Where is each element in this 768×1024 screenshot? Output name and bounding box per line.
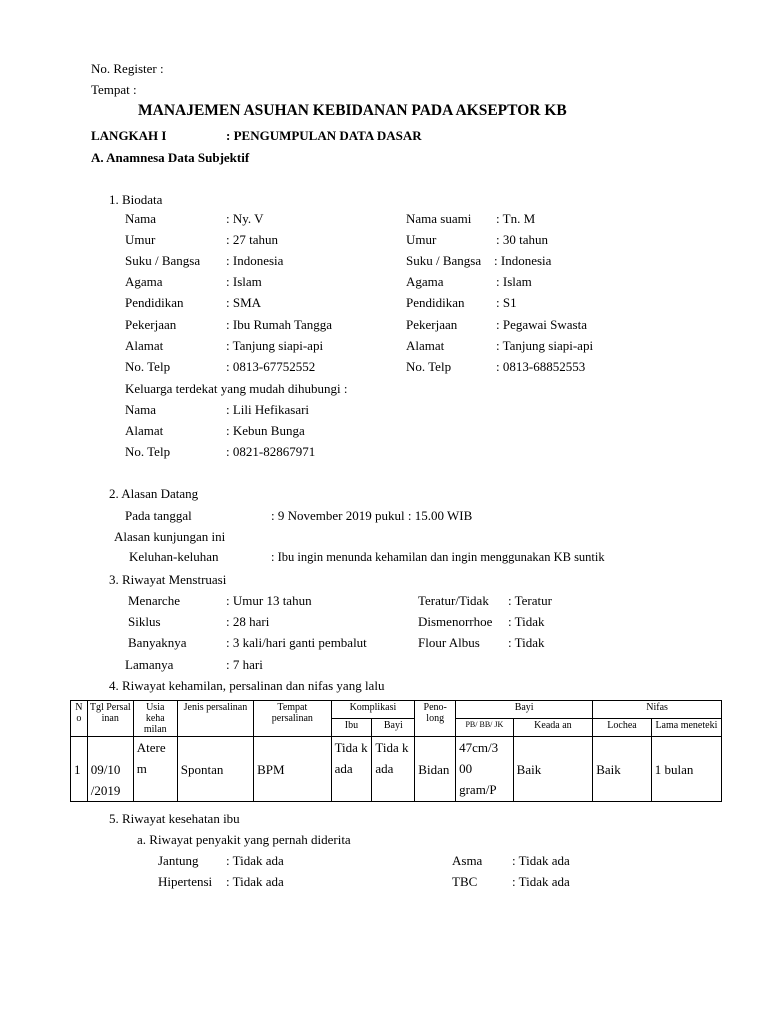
kehamilan-heading: 4. Riwayat kehamilan, persalinan dan nifas yang lalu	[109, 678, 385, 693]
biodata-label-suami: No. Telp	[406, 359, 452, 374]
biodata-heading: 1. Biodata	[109, 192, 163, 207]
th-tempat: Tempat persalinan	[254, 701, 331, 737]
keluhan-label: Keluhan-keluhan	[129, 549, 219, 564]
biodata-label-suami: Alamat	[406, 338, 445, 353]
biodata-value: : Tanjung siapi-api	[226, 338, 324, 353]
keluarga-value: : Lili Hefikasari	[226, 402, 310, 417]
menstruasi-label-2: Teratur/Tidak	[418, 593, 489, 608]
table-header-row	[71, 701, 722, 719]
biodata-label: No. Telp	[125, 359, 171, 374]
td-lochea: Baik	[593, 737, 652, 802]
alasan-heading: 2. Alasan Datang	[109, 486, 199, 501]
page-title: MANAJEMEN ASUHAN KEBIDANAN PADA AKSEPTOR KB	[138, 102, 567, 119]
penyakit-value-2: : Tidak ada	[512, 874, 570, 889]
biodata-label: Suku / Bangsa	[125, 253, 201, 268]
kesehatan-sub-a: a. Riwayat penyakit yang pernah diderita	[137, 832, 351, 847]
biodata-label: Agama	[125, 274, 163, 289]
biodata-value: : Indonesia	[226, 253, 284, 268]
penyakit-value: : Tidak ada	[226, 853, 284, 868]
td-keadaan: Baik	[513, 737, 593, 802]
biodata-label: Umur	[125, 232, 156, 247]
tempat-label: Tempat :	[91, 82, 137, 97]
table-row	[71, 737, 722, 802]
menstruasi-value-2: : Teratur	[508, 593, 552, 608]
langkah-value: : PENGUMPULAN DATA DASAR	[226, 128, 422, 143]
penyakit-label: Jantung	[158, 853, 199, 868]
biodata-value: : Islam	[226, 274, 262, 289]
lamanya-value: : 7 hari	[226, 657, 263, 672]
biodata-label-suami: Nama suami	[406, 211, 472, 226]
menstruasi-label-2: Flour Albus	[418, 635, 480, 650]
menstruasi-value-2: : Tidak	[508, 635, 545, 650]
penyakit-label: Hipertensi	[158, 874, 213, 889]
langkah-label: LANGKAH I	[91, 128, 167, 143]
menstruasi-label-2: Dismenorrhoe	[418, 614, 493, 629]
biodata-value-suami: : Pegawai Swasta	[496, 317, 587, 332]
td-no: 1	[71, 737, 88, 802]
tanggal-label: Pada tanggal	[125, 508, 192, 523]
penyakit-label-2: TBC	[452, 874, 478, 889]
biodata-value: : 0813-67752552	[226, 359, 316, 374]
td-jenis: Spontan	[177, 737, 253, 802]
menstruasi-label: Siklus	[128, 614, 161, 629]
th-lochea: Lochea	[593, 719, 652, 737]
menstruasi-value: : Umur 13 tahun	[226, 593, 312, 608]
biodata-label: Pekerjaan	[125, 317, 177, 332]
biodata-label-suami: Umur	[406, 232, 437, 247]
biodata-label-suami: Agama	[406, 274, 444, 289]
td-usia: Atere m	[133, 737, 177, 802]
keluarga-label: Nama	[125, 402, 157, 417]
td-komplikasi-ibu: Tida k ada	[331, 737, 372, 802]
menstruasi-value: : 28 hari	[226, 614, 270, 629]
biodata-label: Nama	[125, 211, 157, 226]
menstruasi-value-2: : Tidak	[508, 614, 545, 629]
th-nifas: Nifas	[593, 701, 722, 719]
th-komplikasi: Komplikasi	[331, 701, 415, 719]
penyakit-label-2: Asma	[452, 853, 483, 868]
lamanya-label: Lamanya	[125, 657, 174, 672]
menstruasi-label: Menarche	[128, 593, 180, 608]
penyakit-value: : Tidak ada	[226, 874, 284, 889]
no-register-label: No. Register :	[91, 61, 164, 76]
biodata-value-suami: : Tn. M	[496, 211, 536, 226]
td-tempat: BPM	[254, 737, 331, 802]
td-penolong: Bidan	[415, 737, 456, 802]
menstruasi-value: : 3 kali/hari ganti pembalut	[226, 635, 367, 650]
keluarga-value: : 0821-82867971	[226, 444, 316, 459]
td-lama: 1 bulan	[651, 737, 721, 802]
biodata-label: Alamat	[125, 338, 164, 353]
biodata-label-suami: Pendidikan	[406, 295, 465, 310]
th-jenis: Jenis persalinan	[177, 701, 253, 737]
biodata-value: : Ny. V	[226, 211, 264, 226]
biodata-label-suami: Suku / Bangsa	[406, 253, 482, 268]
th-bayi: Bayi	[456, 701, 593, 719]
th-usia: Usia keha milan	[133, 701, 177, 737]
biodata-value-suami: : S1	[496, 295, 517, 310]
th-bayi-komplikasi: Bayi	[372, 719, 415, 737]
th-tgl: Tgl Persal inan	[87, 701, 133, 737]
biodata-value: : SMA	[226, 295, 262, 310]
biodata-label-suami: Pekerjaan	[406, 317, 458, 332]
biodata-value-suami: : 30 tahun	[496, 232, 548, 247]
keluarga-heading: Keluarga terdekat yang mudah dihubungi :	[125, 381, 348, 396]
th-no: N o	[71, 701, 88, 737]
th-pb-bb-jk: PB/ BB/ JK	[456, 719, 514, 737]
th-lama: Lama meneteki	[651, 719, 721, 737]
td-pb-bb-jk: 47cm/3 00 gram/P	[456, 737, 514, 802]
biodata-value: : Ibu Rumah Tangga	[226, 317, 333, 332]
td-tgl: 09/10 /2019	[87, 737, 133, 802]
biodata-value-suami: : 0813-68852553	[496, 359, 586, 374]
biodata-value-suami: : Islam	[496, 274, 532, 289]
biodata-value-suami: : Indonesia	[494, 253, 552, 268]
biodata-value-suami: : Tanjung siapi-api	[496, 338, 594, 353]
keluhan-value: : Ibu ingin menunda kehamilan dan ingin menggunakan KB suntik	[271, 550, 605, 564]
kehamilan-table	[70, 700, 722, 802]
keluarga-label: Alamat	[125, 423, 164, 438]
th-ibu: Ibu	[331, 719, 372, 737]
th-penolong: Peno- long	[415, 701, 456, 737]
keluarga-label: No. Telp	[125, 444, 171, 459]
keluarga-value: : Kebun Bunga	[226, 423, 305, 438]
th-keadaan: Keada an	[513, 719, 593, 737]
menstruasi-label: Banyaknya	[128, 635, 187, 650]
penyakit-value-2: : Tidak ada	[512, 853, 570, 868]
section-a-heading: A. Anamnesa Data Subjektif	[91, 150, 250, 165]
biodata-label: Pendidikan	[125, 295, 184, 310]
biodata-value: : 27 tahun	[226, 232, 278, 247]
tanggal-value: : 9 November 2019 pukul : 15.00 WIB	[271, 508, 473, 523]
kesehatan-heading: 5. Riwayat kesehatan ibu	[109, 811, 240, 826]
kunjungan-label: Alasan kunjungan ini	[114, 529, 226, 544]
menstruasi-heading: 3. Riwayat Menstruasi	[109, 572, 227, 587]
td-komplikasi-bayi: Tida k ada	[372, 737, 415, 802]
